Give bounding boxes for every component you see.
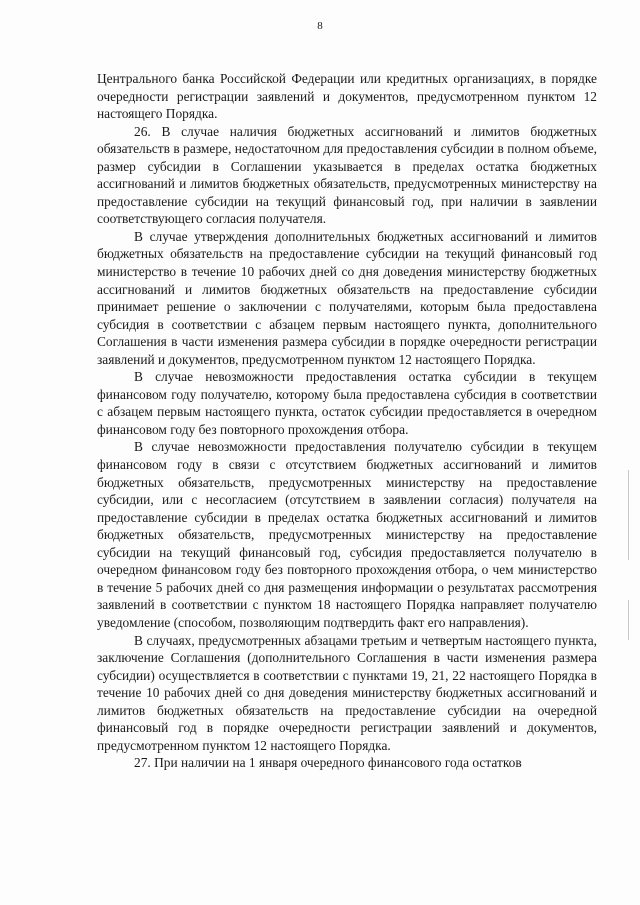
document-body xyxy=(97,70,597,772)
paragraph-item-27: 27. При наличии на 1 января очередного финансового года остатков xyxy=(134,755,522,771)
paragraph-continuation: Центрального банка Российской Федерации или кредитных организациях, в порядке очередности регистрации заявлений и документов, предусмотренном пунктом 12 настоящего Порядка. xyxy=(97,71,597,122)
paragraph-remaining-subsidy: В случае невозможности предоставления остатка субсидии в текущем финансовом году получателю, которому была предоставлена субсидия в соответствии с абзацем первым настоящего пункта, остаток субсидии предоставляется в очередном финансовом году без повторного прохождения отбора. xyxy=(97,369,597,437)
scan-margin-mark xyxy=(628,600,629,640)
page-number: 8 xyxy=(317,20,323,32)
paragraph-item-26: 26. В случае наличия бюджетных ассигнований и лимитов бюджетных обязательств в размере, недостаточном для предоставления субсидии в полном объеме, размер субсидии в Соглашении указывается в пределах остатка бюджетных ассигнований и лимитов бюджетных обязательств, предусмотренных министерству на предоставление субсидии на текущий финансовый год, при наличии в заявлении соответствующего согласия получателя. xyxy=(97,123,597,227)
paragraph-subsidy-impossibility: В случае невозможности предоставления получателю субсидии в текущем финансовом году в связи с отсутствием бюджетных ассигнований и лимитов бюджетных обязательств, предусмотренных министерству на предоставление субсидии, или с несогласием (отсутствием в заявлении согласия) получателя на предоставление субсидии в пределах остатка бюджетных ассигнований и лимитов бюджетных обязательств, предусмотренных министерству на предоставление субсидии на текущий финансовый год, субсидия предоставляется получателю в очередном финансовом году без повторного прохождения отбора, о чем министерство в течение 5 рабочих дней со дня размещения информации о результатах рассмотрения заявлений в соответствии с пунктом 18 настоящего Порядка направляет получателю уведомление (способом, позволяющим подтвердить факт его направления). xyxy=(97,439,597,630)
scan-margin-mark xyxy=(628,470,629,560)
paragraph-additional-allocations: В случае утверждения дополнительных бюджетных ассигнований и лимитов бюджетных обязательств на предоставление субсидии на текущий финансовый год министерство в течение 10 рабочих дней со дня доведения министерству бюджетных ассигнований и лимитов бюджетных обязательств на предоставление субсидии принимает решение о заключении с получателями, которым была предоставлена субсидия в соответствии с абзацем первым настоящего пункта, дополнительного Соглашения в части изменения размера субсидии в порядке очередности регистрации заявлений и документов, предусмотренном пунктом 12 настоящего Порядка. xyxy=(97,228,597,367)
paragraph-agreement-conclusion: В случаях, предусмотренных абзацами третьим и четвертым настоящего пункта, заключение Соглашения (дополнительного Соглашения в части изменения размера субсидии) осуществляется в соответствии с пунктами 19, 21, 22 настоящего Порядка в течение 10 рабочих дней со дня доведения министерству бюджетных ассигнований и лимитов бюджетных обязательств на предоставление субсидии на очередной финансовый год в порядке очередности регистрации заявлений и документов, предусмотренном пунктом 12 настоящего Порядка. xyxy=(97,632,597,753)
